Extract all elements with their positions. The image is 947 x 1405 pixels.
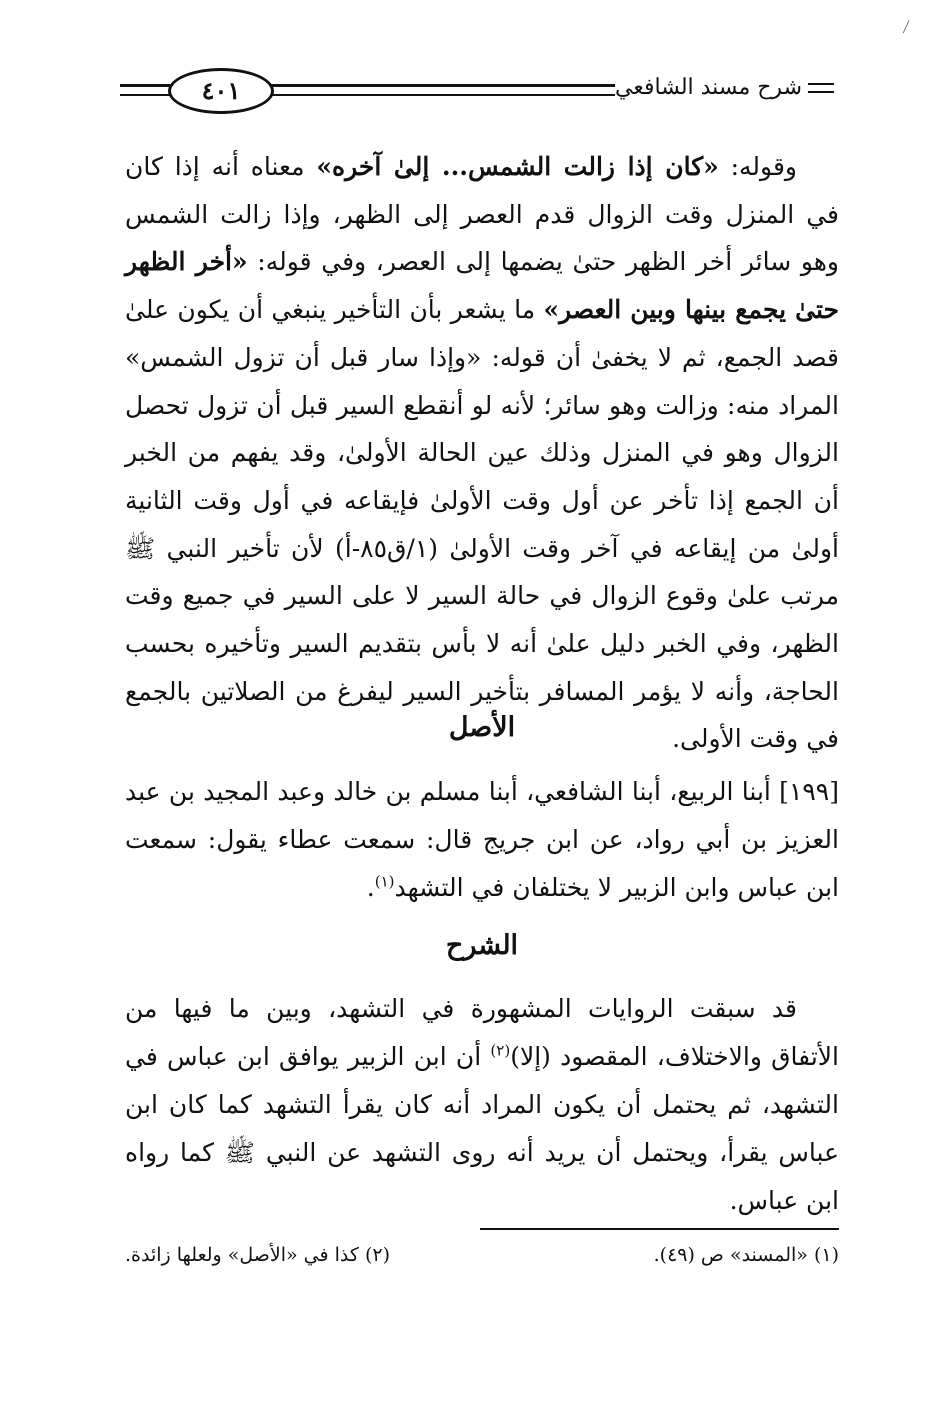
para1-quote-1: «كان إذا زالت الشمس... إلىٰ آخره» [316,152,719,181]
page-header [120,68,842,116]
header-title-box [615,70,842,106]
footnote-separator [480,1228,839,1230]
para1-s3: معناه أنه إذا كان في المنزل وقت الزوال قدم العصر إلى الظهر، وإذا زالت الشمس وهو سائر أخر الظهر حتىٰ يضمها إلى العصر، وفي قوله: [125,152,839,277]
hadith-body: [١٩٩] أبنا الربيع، أبنا الشافعي، أبنا مسلم بن خالد وعبد المجيد بن عبد العزيز بن أبي رواد، عن ابن جريج قال: سمعت عطاء يقول: سمعت ابن عباس وابن الزبير لا يختلفان في التشهد [125,777,839,902]
para1-s1: وقوله: [718,152,797,181]
hadith-end: . [366,873,375,902]
para1-s5: ما يشعر بأن التأخير ينبغي أن يكون علىٰ قصد الجمع، ثم لا يخفىٰ أن قوله: «وإذا سار قبل أن تزول الشمس» المراد منه: وزالت وهو سائر؛ لأنه لو أنقطع السير قبل أن تزول تحصل الزوال وهو في المنزل وذلك عين الحالة الأولىٰ، وقد يفهم من الخبر أن الجمع إذا تأخر عن أول وقت الأولىٰ فإيقاعه في أول وقت الثانية أولىٰ من إيقاعه في آخر وقت الأولىٰ (١/ق٨٥-أ) لأن تأخير النبي ﷺ مرتب علىٰ وقوع الزوال في حالة السير لا على السير في جميع وقت الظهر، وفي الخبر دليل علىٰ أنه لا بأس بتقديم السير وتأخيره بحسب الحاجة، وأنه لا يؤمر المسافر بتأخير السير ليفرغ من الصلاتين بالجمع في وقت الأولى. [125,295,839,754]
sharh-text-b: أن ابن الزبير يوافق ابن عباس في التشهد، ثم يحتمل أن يكون المراد أنه كان يقرأ التشهد كما كان ابن عباس يقرأ، ويحتمل أن يريد أنه روى التشهد عن النبي ﷺ كما رواه ابن عباس. [125,1042,839,1215]
header-title: شرح مسند الشافعي [615,75,802,100]
footnote-2: (٢) كذا في «الأصل» ولعلها زائدة. [125,1244,391,1266]
header-dash-ornament [808,83,834,93]
heading-sharh: الشرح [445,930,519,961]
footnote-1: (١) «المسند» ص (٤٩). [653,1244,839,1266]
hadith-text [125,768,839,912]
sharh-paragraph [125,985,839,1225]
footnotes [125,1240,839,1270]
para1-quote-2: «أخر الظهر حتىٰ يجمع بينها وبين العصر» [125,247,839,325]
sharh-text-a: قد سبقت الروايات المشهورة في التشهد، وبين ما فيها من الأتفاق والاختلاف، المقصود (إلا) [125,994,839,1071]
footnote-ref-2[interactable]: (٢) [490,1041,511,1060]
commentary-paragraph [125,143,839,763]
heading-asl: الأصل [448,712,516,743]
corner-mark [895,17,909,33]
footnote-ref-1[interactable]: (١) [374,872,395,891]
page-number: ٤٠١ [168,68,274,114]
